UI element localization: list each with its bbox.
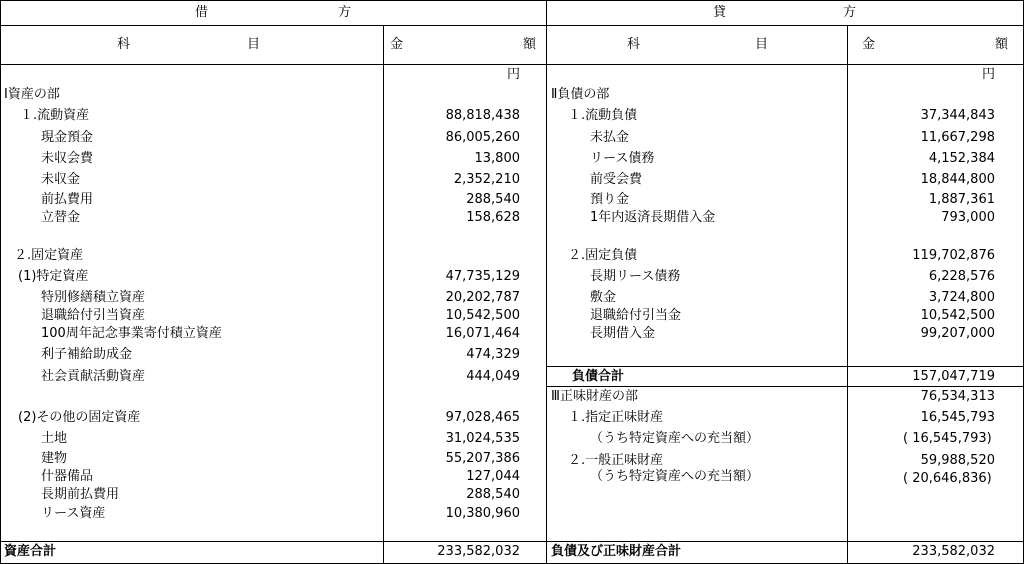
specified-assets-value: 47,735,129 (445, 269, 520, 284)
asset-value: 20,202,787 (445, 290, 520, 305)
asset-label: 未収会費 (41, 151, 94, 166)
net-assets-section-title: Ⅲ正味財産の部 (551, 389, 638, 404)
header-debit-1: 借 (195, 5, 209, 20)
liability-label: 1年内返済長期借入金 (590, 210, 716, 225)
liabilities-total-label: 負債合計 (572, 369, 625, 384)
asset-label: 立替金 (41, 210, 81, 225)
current-liabilities-label: １.流動負債 (568, 108, 638, 123)
asset-value: 444,049 (466, 369, 520, 384)
liability-value: 3,724,800 (928, 290, 995, 305)
liability-label: リース債務 (590, 151, 655, 166)
liability-label: 長期リース債務 (590, 269, 681, 284)
asset-label: 什器備品 (41, 469, 94, 484)
designated-allocation-value: ( 16,545,793) (903, 431, 992, 446)
header-credit-2: 方 (843, 5, 857, 20)
asset-value: 55,207,386 (445, 451, 520, 466)
liability-label: 長期借入金 (590, 326, 656, 341)
asset-value: 10,380,960 (445, 506, 520, 521)
border-liabilities-total-bottom (547, 386, 1024, 387)
asset-value: 10,542,500 (445, 308, 520, 323)
asset-value: 158,628 (466, 210, 520, 225)
current-liabilities-value: 37,344,843 (920, 108, 995, 123)
other-fixed-assets-label: (2)その他の固定資産 (18, 410, 141, 425)
asset-label: 長期前払費用 (41, 487, 120, 502)
liability-label: 敷金 (590, 290, 617, 305)
unit-left: 円 (506, 67, 520, 82)
asset-label: 100周年記念事業寄付積立資産 (41, 326, 222, 341)
asset-value: 288,540 (466, 192, 520, 207)
border-left-amount (383, 25, 384, 564)
header-right-amount-1: 金 (862, 37, 876, 52)
liability-value: 6,228,576 (928, 269, 995, 284)
general-net-assets-label: ２.一般正味財産 (568, 453, 664, 468)
net-assets-section-value: 76,534,313 (920, 389, 995, 404)
liability-label: 前受会費 (590, 172, 643, 187)
assets-total-value: 233,582,032 (437, 544, 520, 559)
border-liabilities-total-top (547, 366, 1024, 367)
other-fixed-assets-value: 97,028,465 (445, 410, 520, 425)
asset-value: 31,024,535 (445, 431, 520, 446)
asset-label: 退職給付引当資産 (41, 308, 146, 323)
liability-value: 1,887,361 (928, 192, 995, 207)
header-right-amount-2: 額 (995, 37, 1009, 52)
asset-value: 288,540 (466, 487, 520, 502)
liabilities-section-title: Ⅱ負債の部 (551, 87, 610, 102)
asset-value: 13,800 (474, 151, 520, 166)
designated-allocation-label: （うち特定資産への充当額） (590, 431, 760, 446)
general-allocation-label: （うち特定資産への充当額） (590, 469, 760, 484)
header-left-amount-2: 額 (523, 37, 537, 52)
liability-label: 退職給付引当金 (590, 308, 682, 323)
asset-label: 建物 (41, 451, 68, 466)
asset-label: リース資産 (41, 506, 106, 521)
border-top (0, 0, 1024, 1)
border-right-amount (847, 25, 848, 564)
specified-assets-label: (1)特定資産 (18, 269, 89, 284)
asset-value: 86,005,260 (445, 130, 520, 145)
border-total-top (0, 541, 1024, 542)
liability-label: 預り金 (590, 192, 630, 207)
asset-label: 土地 (41, 431, 68, 446)
header-left-amount-1: 金 (390, 37, 404, 52)
asset-value: 474,329 (466, 347, 520, 362)
asset-label: 社会貢献活動資産 (41, 369, 146, 384)
liability-value: 18,844,800 (920, 172, 995, 187)
border-middle (546, 0, 547, 564)
header-credit-1: 貸 (713, 5, 727, 20)
header-right-subject-1: 科 (627, 37, 641, 52)
liabilities-total-value: 157,047,719 (912, 369, 995, 384)
fixed-liabilities-label: ２.固定負債 (568, 248, 638, 263)
liability-value: 11,667,298 (920, 130, 995, 145)
asset-label: 未収金 (41, 172, 81, 187)
liability-value: 4,152,384 (928, 151, 995, 166)
liabilities-net-assets-total-value: 233,582,032 (912, 544, 995, 559)
assets-total-label: 資産合計 (4, 544, 57, 559)
liability-value: 10,542,500 (920, 308, 995, 323)
asset-label: 利子補給助成金 (41, 347, 133, 362)
unit-right: 円 (981, 67, 995, 82)
liability-label: 未払金 (590, 130, 630, 145)
designated-net-assets-label: １.指定正味財産 (568, 410, 664, 425)
current-assets-label: １.流動資産 (20, 108, 90, 123)
assets-section-title: Ⅰ資産の部 (4, 87, 60, 102)
asset-value: 2,352,210 (453, 172, 520, 187)
general-net-assets-value: 59,988,520 (920, 453, 995, 468)
fixed-liabilities-value: 119,702,876 (912, 248, 995, 263)
fixed-assets-label: ２.固定資産 (14, 248, 84, 263)
asset-label: 現金預金 (41, 130, 94, 145)
asset-label: 前払費用 (41, 192, 94, 207)
designated-net-assets-value: 16,545,793 (920, 410, 995, 425)
header-right-subject-2: 目 (755, 37, 769, 52)
asset-value: 16,071,464 (445, 326, 520, 341)
header-left-subject-2: 目 (247, 37, 261, 52)
asset-label: 特別修繕積立資産 (41, 290, 146, 305)
general-allocation-value: ( 20,646,836) (903, 471, 992, 486)
liabilities-net-assets-total-label: 負債及び正味財産合計 (551, 544, 682, 559)
border-left (0, 0, 1, 564)
border-header-1 (0, 25, 1024, 26)
header-left-subject-1: 科 (117, 37, 131, 52)
border-header-2 (0, 64, 1024, 65)
liability-value: 793,000 (941, 210, 995, 225)
header-debit-2: 方 (338, 5, 352, 20)
current-assets-value: 88,818,438 (445, 108, 520, 123)
asset-value: 127,044 (466, 469, 520, 484)
liability-value: 99,207,000 (920, 326, 995, 341)
